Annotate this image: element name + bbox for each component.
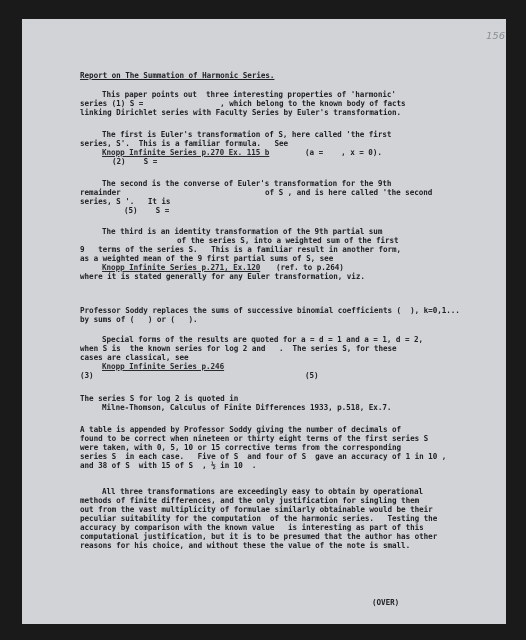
para9-line4: peculiar suitability for the computation of the harmonic series. Testing the [80,514,438,523]
para8-line3: were taken, with 0, 5, 10 or 15 corrective terms from the corresponding [80,443,402,452]
para9-line3: out from the vast multiplicity of formulae similarly obtainable would be their [80,505,433,514]
para2-line1: The first is Euler's transformation of S, here called 'the first [102,130,392,139]
para4-line3: 9 terms of the series S. This is a familiar result in another form, [80,245,402,254]
document-page [22,19,506,624]
equation-2: (2) S = [112,157,158,166]
para6-line1: Special forms of the results are quoted for a = d = 1 and a = 1, d = 2, [102,335,424,344]
para4-line2: of the series S, into a weighted sum of the first [177,236,399,245]
equation-5: (5) S = [124,206,170,215]
para9-line6: computational justification, but it is to be presumed that the author has other [80,532,438,541]
para3-line3: series, S '. It is [80,197,171,206]
para3-line1: The second is the converse of Euler's transformation for the 9th [102,179,392,188]
para1-line3: linking Dirichlet series with Faculty Series by Euler's transformation. [80,108,402,117]
para8-line1: A table is appended by Professor Soddy giving the number of decimals of [80,425,402,434]
para3-line2b: of S , and is here called 'the second [265,188,433,197]
over-footer: (OVER) [372,598,400,607]
para8-line5: and 38 of S with 15 of S , ½ in 10 . [80,461,257,470]
knopp-reference-3: Knopp Infinite Series p.246 [102,362,225,371]
para8-line2: found to be correct when nineteen or thirty eight terms of the first series S [80,434,429,443]
knopp-reference-1: Knopp Infinite Series p.270 Ex. 115 b [102,148,270,157]
para1-line2: series (1) S = , which belong to the known body of facts [80,99,406,108]
report-title: Report on The Summation of Harmonic Series. [80,71,275,80]
para8-line4: series S in each case. Five of S and four of S gave an accuracy of 1 in 10 , [80,452,447,461]
para1-line1: This paper points out three interesting properties of 'harmonic' [102,90,396,99]
para4-line4: as a weighted mean of the 9 first partial sums of S, see [80,254,334,263]
equation-3-label: (3) [80,371,94,380]
equation-5b-label: (5) [305,371,319,380]
para4-ref-note: (ref. to p.264) [276,263,344,272]
para5-line2: by sums of ( ) or ( ). [80,315,198,324]
milne-thomson-reference: Milne-Thomson, Calculus of Finite Differences 1933, p.518, Ex.7. [102,403,392,412]
para3-line2: remainder [80,188,121,197]
para6-line2: when S is the known series for log 2 and . The series S, for these [80,344,397,353]
para5-line1: Professor Soddy replaces the sums of successive binomial coefficients ( ), k=0,1... [80,306,460,315]
page-number: 156 [486,31,506,42]
para2-params: (a = , x = 0). [305,148,382,157]
para2-line2: series, S'. This is a familiar formula. See [80,139,289,148]
para9-line7: reasons for his choice, and without these the value of the note is small. [80,541,411,550]
para4-line7: where it is stated generally for any Euler transformation, viz. [80,272,365,281]
para9-line1: All three transformations are exceedingly easy to obtain by operational [102,487,424,496]
para4-line1: The third is an identity transformation of the 9th partial sum [102,227,383,236]
para6-line3: cases are classical, see [80,353,189,362]
para9-line5: accuracy by comparison with the known value is interesting as part of this [80,523,424,532]
para9-line2: methods of finite differences, and the only justification for singling them [80,496,420,505]
para7-line1: The series S for log 2 is quoted in [80,394,239,403]
knopp-reference-2: Knopp Infinite Series p.271, Ex.120 [102,263,261,272]
